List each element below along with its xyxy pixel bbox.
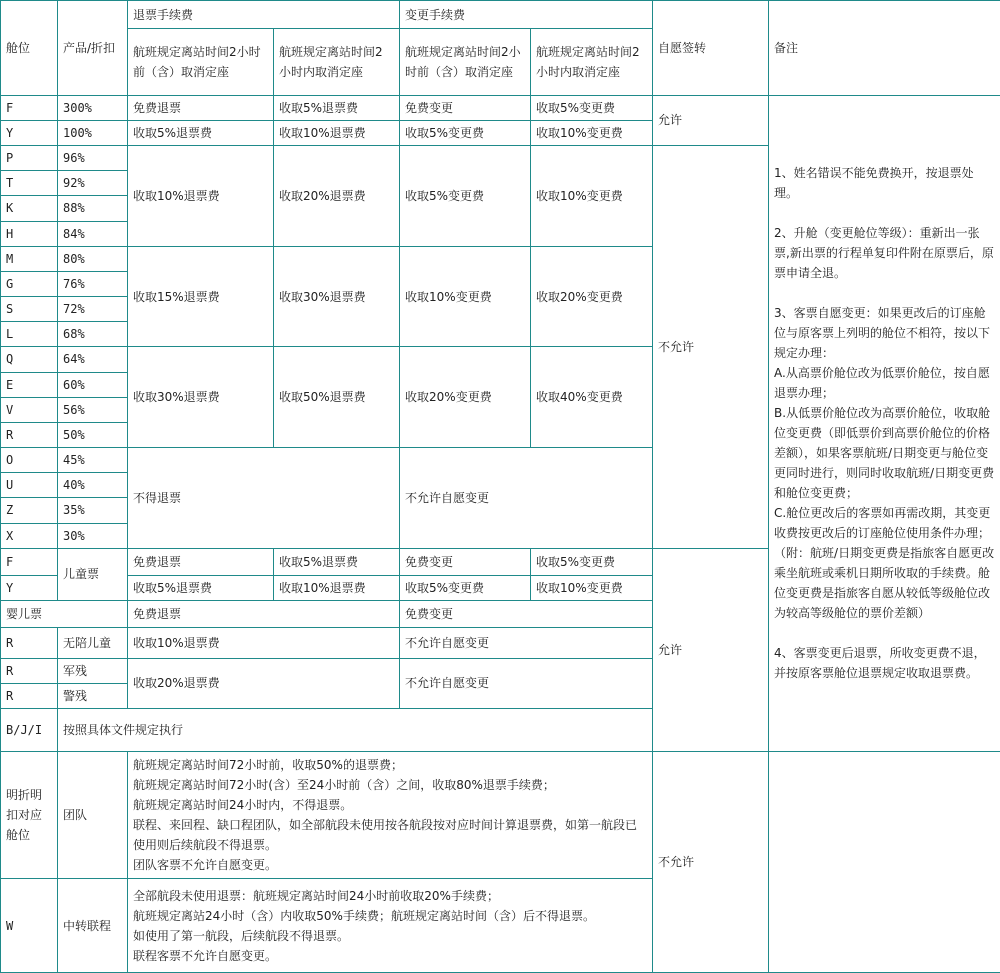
transit-rule-line: 如使用了第一航段，后续航段不得退票。 — [133, 928, 350, 943]
refund-not-allowed: 不得退票 — [128, 448, 400, 549]
remark-3-line: 3、客票自愿变更：如果更改后的订座舱位与原客票上列明的舱位不相符，按以下规定办理： — [774, 306, 991, 361]
change-before: 免费变更 — [400, 548, 531, 575]
cabin-pct: 45% — [58, 448, 128, 473]
remark-2: 2、升舱（变更舱位等级）：重新出一张票,新出票的行程单复印件附在原票后，原票申请全退。 — [774, 226, 994, 281]
cabin-code: E — [1, 372, 58, 397]
group-rule-line: 航班规定离站时间72小时前，收取50%的退票费； — [133, 758, 403, 773]
cabin-pct: 50% — [58, 422, 128, 447]
change-before: 免费变更 — [400, 95, 531, 120]
refund-before: 收取15%退票费 — [128, 246, 274, 347]
refund-fee: 收取20%退票费 — [128, 658, 400, 708]
refund-before: 免费退票 — [128, 548, 274, 575]
change-not-allowed: 不允许自愿变更 — [400, 448, 653, 549]
child-ticket-label: 儿童票 — [58, 548, 128, 600]
refund-within: 收取10%退票费 — [274, 120, 400, 145]
transit-rule-line: 航班规定离站24小时（含）内收取50%手续费；航班规定离站时间（含）后不得退票。 — [133, 908, 595, 923]
cabin-code: O — [1, 448, 58, 473]
header-endorse: 自愿签转 — [653, 1, 769, 96]
change-within: 收取20%变更费 — [531, 246, 653, 347]
refund-before: 收取30%退票费 — [128, 347, 274, 448]
group-rule-line: 航班规定离站时间24小时内，不得退票。 — [133, 798, 353, 813]
header-product: 产品/折扣 — [58, 1, 128, 96]
transit-fare-rules — [128, 879, 653, 973]
cabin-code: Y — [1, 120, 58, 145]
police-disabled-label: 警残 — [58, 683, 128, 708]
header-cabin: 舱位 — [1, 1, 58, 96]
change-within: 收取5%变更费 — [531, 548, 653, 575]
endorse-deny: 不允许 — [653, 752, 769, 973]
cabin-code: F — [1, 95, 58, 120]
remark-3 — [774, 303, 995, 623]
cabin-pct: 56% — [58, 397, 128, 422]
cabin-pct: 80% — [58, 246, 128, 271]
cabin-code: R — [1, 658, 58, 683]
cabin-code: X — [1, 523, 58, 548]
refund-within: 收取30%退票费 — [274, 246, 400, 347]
cabin-code: V — [1, 397, 58, 422]
group-rule-line: 航班规定离站时间72小时(含）至24小时前（含）之间，收取80%退票手续费； — [133, 778, 555, 793]
refund-before: 免费退票 — [128, 95, 274, 120]
refund-before: 收取5%退票费 — [128, 120, 274, 145]
change-fee: 不允许自愿变更 — [400, 628, 653, 658]
change-before: 收取5%变更费 — [400, 146, 531, 247]
cabin-code: W — [1, 879, 58, 973]
refund-within: 收取5%退票费 — [274, 548, 400, 575]
group-rule-line: 团队客票不允许自愿变更。 — [133, 858, 278, 873]
remarks-empty-cell — [769, 752, 1000, 973]
endorse-allow: 允许 — [653, 548, 769, 751]
refund-fee: 收取10%退票费 — [128, 628, 400, 658]
unaccompanied-label: 无陪儿童 — [58, 628, 128, 658]
refund-within: 收取5%退票费 — [274, 95, 400, 120]
remark-4: 4、客票变更后退票，所收变更费不退，并按原客票舱位退票规定收取退票费。 — [774, 646, 986, 681]
cabin-code: G — [1, 271, 58, 296]
change-before: 收取5%变更费 — [400, 575, 531, 600]
group-rule-line: 联程、来回程、缺口程团队，如全部航段未使用按各航段按对应时间计算退票费，如第一航段已使用则后续航段不得退票。 — [133, 818, 638, 853]
transit-rule-line: 联程客票不允许自愿变更。 — [133, 948, 278, 963]
cabin-pct: 100% — [58, 120, 128, 145]
cabin-pct: 60% — [58, 372, 128, 397]
header-change-fee: 变更手续费 — [400, 1, 653, 29]
cabin-pct: 76% — [58, 271, 128, 296]
change-before: 收取10%变更费 — [400, 246, 531, 347]
header-change-before-2h: 航班规定离站时间2小时前（含）取消定座 — [400, 29, 531, 95]
endorse-allow: 允许 — [653, 95, 769, 145]
refund-before: 收取10%退票费 — [128, 146, 274, 247]
cabin-code: Q — [1, 347, 58, 372]
transit-rule-line: 全部航段未使用退票：航班规定离站时间24小时前收取20%手续费； — [133, 888, 499, 903]
change-within: 收取10%变更费 — [531, 120, 653, 145]
cabin-code: R — [1, 422, 58, 447]
change-before: 收取20%变更费 — [400, 347, 531, 448]
refund-within: 收取10%退票费 — [274, 575, 400, 600]
change-within: 收取40%变更费 — [531, 347, 653, 448]
remark-3-line: （附：航班/日期变更费是指旅客自愿更改乘坐航班或乘机日期所收取的手续费。舱位变更费是指旅客自愿从较低等级舱位改为较高等级舱位的票价差额） — [774, 546, 995, 621]
cabin-code: S — [1, 297, 58, 322]
change-within: 收取10%变更费 — [531, 575, 653, 600]
endorse-deny: 不允许 — [653, 146, 769, 549]
cabin-pct: 88% — [58, 196, 128, 221]
cabin-code: M — [1, 246, 58, 271]
group-cabin-label: 明折明扣对应舱位 — [1, 752, 58, 879]
bji-rule: 按照具体文件规定执行 — [58, 708, 653, 751]
infant-ticket-label: 婴儿票 — [1, 601, 128, 628]
header-remarks: 备注 — [769, 1, 1000, 96]
cabin-pct: 30% — [58, 523, 128, 548]
cabin-code: F — [1, 548, 58, 575]
change-within: 收取5%变更费 — [531, 95, 653, 120]
cabin-code: P — [1, 146, 58, 171]
cabin-pct: 68% — [58, 322, 128, 347]
cabin-pct: 64% — [58, 347, 128, 372]
header-refund-before-2h: 航班规定离站时间2小时前（含）取消定座 — [128, 29, 274, 95]
cabin-code: H — [1, 221, 58, 246]
refund-within: 收取50%退票费 — [274, 347, 400, 448]
remark-3-line: B.从低票价舱位改为高票价舱位，收取舱位变更费（即低票价到高票价舱位的价格差额），如果客票航班/日期变更与舱位变更同时进行，则同时收取航班/日期变更费和舱位变更费； — [774, 406, 995, 501]
cabin-code: T — [1, 171, 58, 196]
cabin-code: R — [1, 628, 58, 658]
cabin-pct: 72% — [58, 297, 128, 322]
header-refund-fee: 退票手续费 — [128, 1, 400, 29]
cabin-pct: 35% — [58, 498, 128, 523]
remark-3-line: C.舱位更改后的客票如再需改期，其变更收费按更改后的订座舱位使用条件办理； — [774, 506, 991, 541]
cabin-pct: 84% — [58, 221, 128, 246]
refund-fee: 免费退票 — [128, 601, 400, 628]
refund-within: 收取20%退票费 — [274, 146, 400, 247]
military-disabled-label: 军残 — [58, 658, 128, 683]
change-within: 收取10%变更费 — [531, 146, 653, 247]
header-change-within-2h: 航班规定离站时间2小时内取消定座 — [531, 29, 653, 95]
header-refund-within-2h: 航班规定离站时间2小时内取消定座 — [274, 29, 400, 95]
cabin-code: K — [1, 196, 58, 221]
cabin-pct: 92% — [58, 171, 128, 196]
remarks-cell — [769, 95, 1000, 751]
cabin-pct: 300% — [58, 95, 128, 120]
change-before: 收取5%变更费 — [400, 120, 531, 145]
transit-fare-label: 中转联程 — [58, 879, 128, 973]
cabin-pct: 96% — [58, 146, 128, 171]
cabin-code: Y — [1, 575, 58, 600]
remark-1: 1、姓名错误不能免费换开，按退票处理。 — [774, 166, 974, 201]
group-fare-label: 团队 — [58, 752, 128, 879]
cabin-code: R — [1, 683, 58, 708]
refund-before: 收取5%退票费 — [128, 575, 274, 600]
cabin-code: B/J/I — [1, 708, 58, 751]
cabin-code: L — [1, 322, 58, 347]
cabin-pct: 40% — [58, 473, 128, 498]
cabin-code: Z — [1, 498, 58, 523]
change-fee: 不允许自愿变更 — [400, 658, 653, 708]
cabin-code: U — [1, 473, 58, 498]
group-fare-rules — [128, 752, 653, 879]
remark-3-line: A.从高票价舱位改为低票价舱位，按自愿退票办理； — [774, 366, 990, 401]
change-fee: 免费变更 — [400, 601, 653, 628]
